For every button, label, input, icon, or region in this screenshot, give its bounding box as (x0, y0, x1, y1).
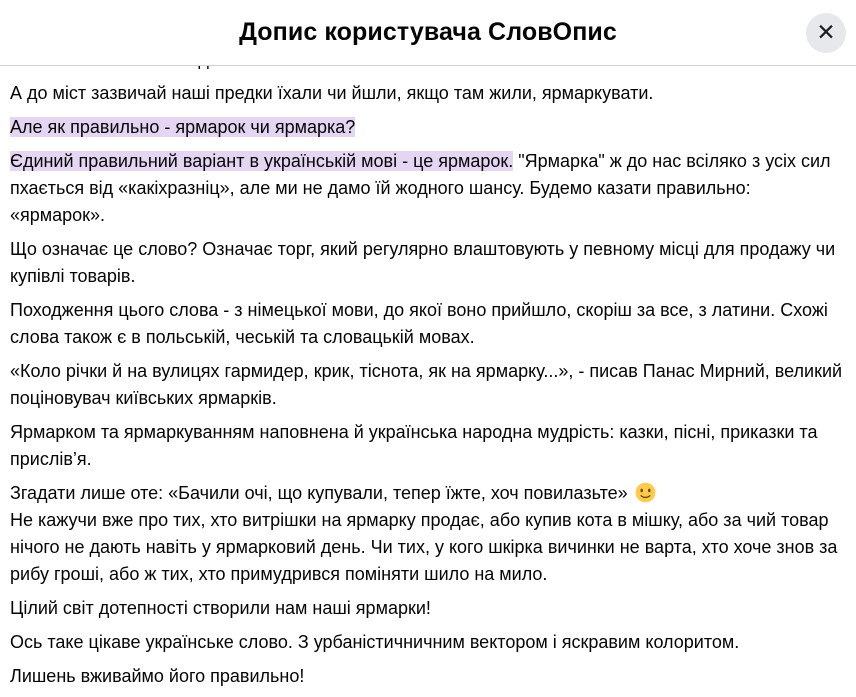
post-paragraph (10, 80, 846, 107)
close-button[interactable] (806, 13, 846, 53)
post-paragraph (10, 419, 846, 473)
text-segment: Згадати лише оте: «Бачили очі, що купували, тепер їжте, хоч повилазьте» (10, 483, 633, 503)
text-segment: Лишень вживаймо його правильно! (10, 666, 305, 686)
text-segment: Цілий світ дотепності створили нам наші ярмарки! (10, 598, 431, 618)
post-paragraph (10, 114, 846, 141)
close-icon: ✕ (816, 18, 836, 45)
post-body[interactable] (0, 66, 856, 697)
text-segment: Що означає це слово? Означає торг, який регулярно влаштовують у певному місці для продажу чи купівлі товарів. (10, 239, 836, 286)
post-paragraph (10, 663, 846, 690)
post-paragraph (10, 358, 846, 412)
post-paragraph (10, 629, 846, 656)
highlighted-text: Єдиний правильний варіант в українській мові - це ярмарок. (10, 151, 514, 171)
post-paragraph (10, 480, 846, 588)
modal-title: Допис користувача СловОпис (239, 18, 617, 46)
text-segment: А до міст зазвичай наші предки їхали чи йшли, якщо там жили, ярмаркувати. (10, 83, 654, 103)
text-segment: Ось таке цікаве українське слово. З урбаністичничним вектором і яскравим колоритом. (10, 632, 740, 652)
highlighted-text: Але як правильно - ярмарок чи ярмарка? (10, 117, 356, 137)
text-segment: Ярмарком та ярмаркуванням наповнена й українська народна мудрість: казки, пісні, приказки та прислів’я. (10, 422, 818, 469)
text-segment: "Ярмарка" ж до нас всіляко з усіх сил пхається від «какіхразніц», але ми не дамо їй жодного шансу. Будемо казати правильно: «ярмарок». (10, 151, 831, 225)
post-paragraph (10, 236, 846, 290)
modal-header (0, 0, 856, 66)
text-segment: Походження цього слова - з німецької мови, до якої воно прийшло, скоріш за все, з латини. Схожі слова також є в польській, чеській та словацькій мовах. (10, 300, 828, 347)
text-segment: «Коло річки й на вулицях гармидер, крик, тіснота, як на ярмарку...», - писав Панас Мирний, великий поціновувач київських ярмарків. (10, 361, 843, 408)
text-segment: Не кажучи вже про тих, хто витрішки на ярмарку продає, або купив кота в мішку, або за чий товар нічого не дають навіть у ярмарковий день. Чи тих, у кого шкірка вичинки не варта, хто хоче знов за рибу гроші, або ж тих, хто примудрився поміняти шило на мило. (10, 510, 838, 584)
post-paragraph (10, 148, 846, 229)
post-paragraph (10, 297, 846, 351)
slightly-smiling-face-emoji (635, 482, 656, 503)
post-paragraph (10, 595, 846, 622)
